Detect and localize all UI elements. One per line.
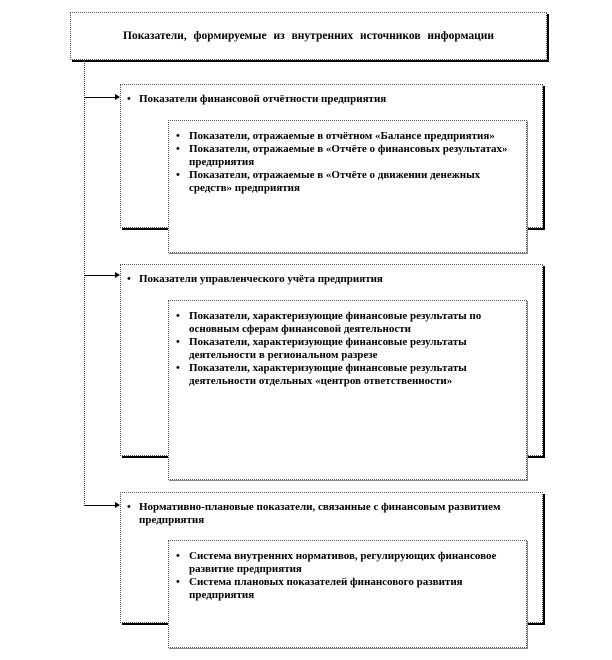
group-heading: • Показатели финансовой отчётности предприятия [121, 93, 538, 106]
connector-line [84, 60, 85, 506]
group-financial-reporting-items [168, 120, 527, 253]
list-item: • Система плановых показателей финансового развития предприятия [169, 576, 516, 602]
root-node-label: Показатели, формируемые из внутренних источников информации [123, 30, 494, 42]
arrow-icon [85, 97, 118, 98]
list-item: • Показатели, отражаемые в «Отчёте о финансовых результатах» предприятия [169, 143, 516, 169]
group-management-accounting-items [168, 300, 527, 480]
list-item: • Показатели, характеризующие финансовые результаты деятельности в региональном разрезе [169, 336, 516, 362]
list-item: • Показатели, отражаемые в «Отчёте о движении денежных средств» предприятия [169, 169, 516, 195]
arrow-icon [85, 505, 118, 506]
group-heading: • Нормативно-плановые показатели, связанные с финансовым развитием предприятия [121, 501, 538, 527]
group-normative-planning-items [168, 540, 527, 648]
list-item: • Показатели, характеризующие финансовые результаты деятельности отдельных «центров ответственности» [169, 362, 516, 388]
list-item: • Система внутренних нормативов, регулирующих финансовое развитие предприятия [169, 550, 516, 576]
group-heading: • Показатели управленческого учёта предприятия [121, 273, 538, 286]
arrow-icon [85, 275, 118, 276]
list-item: • Показатели, характеризующие финансовые результаты по основным сферам финансовой деятельности [169, 310, 516, 336]
list-item: • Показатели, отражаемые в отчётном «Балансе предприятия» [169, 130, 516, 143]
root-node [70, 12, 547, 60]
